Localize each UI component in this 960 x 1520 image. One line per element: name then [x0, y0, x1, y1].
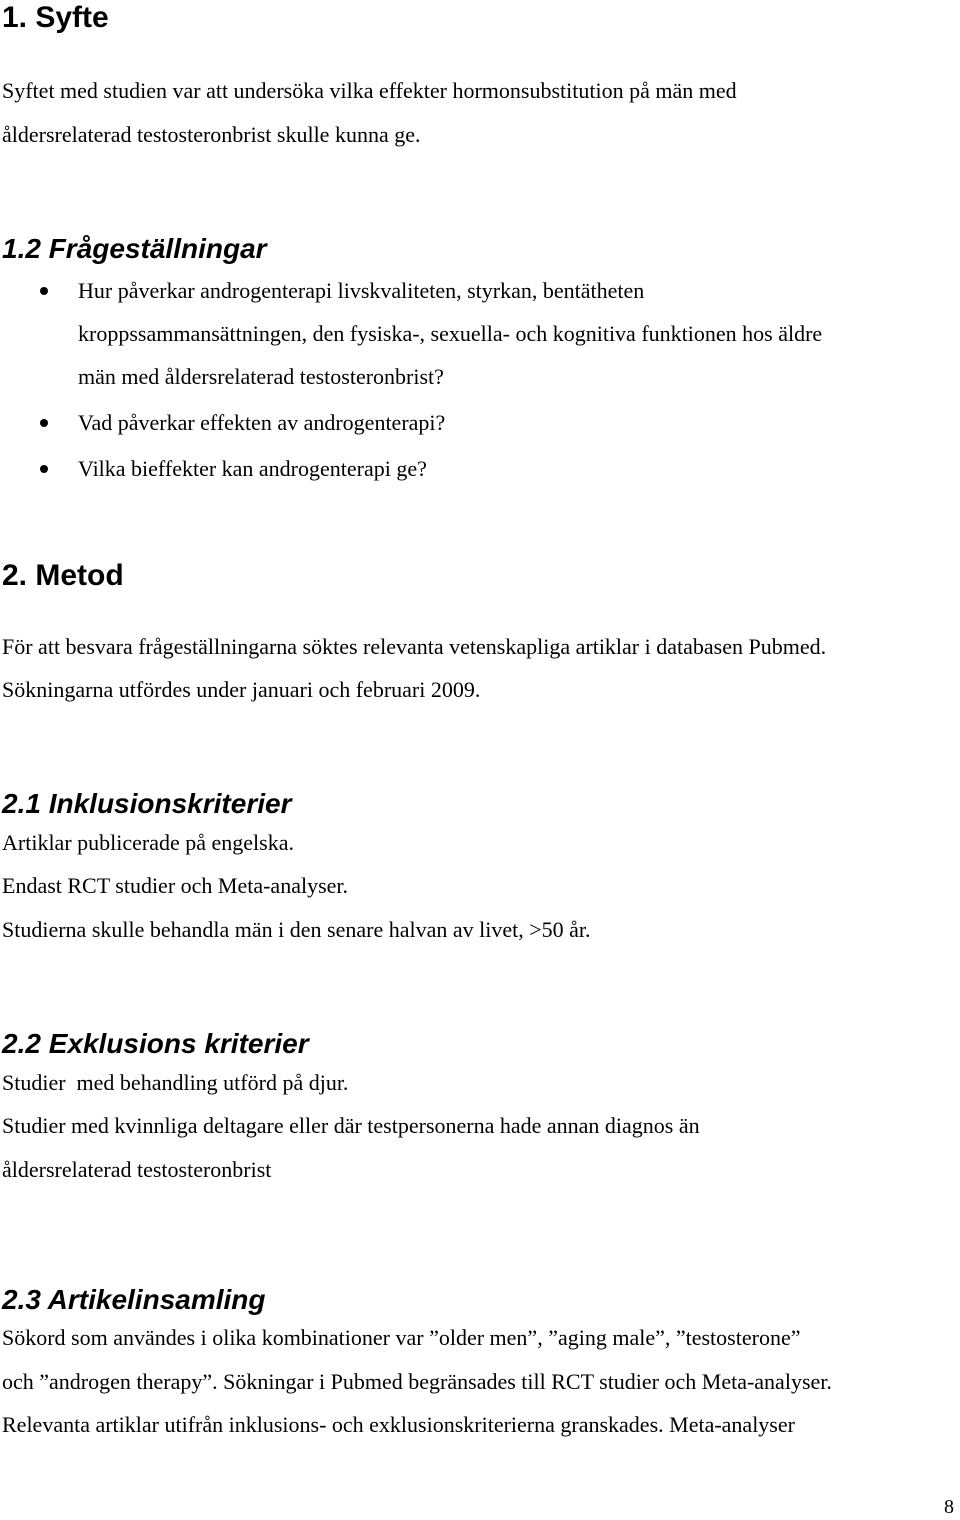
heading-exklusionskriterier: 2.2 Exklusions kriterier	[2, 1028, 309, 1059]
syfte-line-2: åldersrelaterad testosteronbrist skulle kunna ge.	[2, 122, 421, 147]
heading-artikelinsamling: 2.3 Artikelinsamling	[2, 1284, 266, 1315]
inklusion-line-1: Artiklar publicerade på engelska.	[2, 830, 294, 855]
question-2: Vad påverkar effekten av androgenterapi?	[78, 410, 446, 435]
metod-line-1: För att besvara frågeställningarna söktes relevanta vetenskapliga artiklar i databasen Pubmed.	[2, 634, 827, 659]
question-1-line-2: kroppssammansättningen, den fysiska-, sexuella- och kognitiva funktionen hos äldre	[78, 321, 823, 346]
heading-metod: 2. Metod	[2, 559, 124, 592]
question-1-line-1: Hur påverkar androgenterapi livskvaliteten, styrkan, bentätheten	[78, 278, 645, 303]
syfte-line-1: Syftet med studien var att undersöka vilka effekter hormonsubstitution på män med	[2, 78, 737, 103]
exklusion-line-2: Studier med kvinnliga deltagare eller där testpersonerna hade annan diagnos än	[2, 1113, 700, 1138]
artikel-line-3: Relevanta artiklar utifrån inklusions- och exklusionskriterierna granskades. Meta-analyser	[2, 1412, 795, 1437]
bullet-icon	[40, 419, 48, 427]
bullet-icon	[40, 465, 48, 473]
heading-inklusionskriterier: 2.1 Inklusionskriterier	[2, 788, 292, 819]
bullet-icon	[40, 287, 48, 295]
exklusion-line-3: åldersrelaterad testosteronbrist	[2, 1157, 272, 1182]
question-1-line-3: män med åldersrelaterad testosteronbrist?	[78, 364, 444, 389]
artikel-line-2: och ”androgen therapy”. Sökningar i Pubmed begränsades till RCT studier och Meta-analyser.	[2, 1369, 832, 1394]
inklusion-line-3: Studierna skulle behandla män i den senare halvan av livet, >50 år.	[2, 917, 591, 942]
page-number: 8	[944, 1496, 954, 1518]
heading-syfte: 1. Syfte	[2, 1, 109, 34]
question-3: Vilka bieffekter kan androgenterapi ge?	[78, 456, 427, 481]
exklusion-line-1: Studier med behandling utförd på djur.	[2, 1070, 349, 1095]
heading-fragestallningar: 1.2 Frågeställningar	[2, 233, 267, 264]
inklusion-line-2: Endast RCT studier och Meta-analyser.	[2, 873, 349, 898]
metod-line-2: Sökningarna utfördes under januari och februari 2009.	[2, 677, 481, 702]
artikel-line-1: Sökord som användes i olika kombinationer var ”older men”, ”aging male”, ”testosterone”	[2, 1325, 801, 1350]
